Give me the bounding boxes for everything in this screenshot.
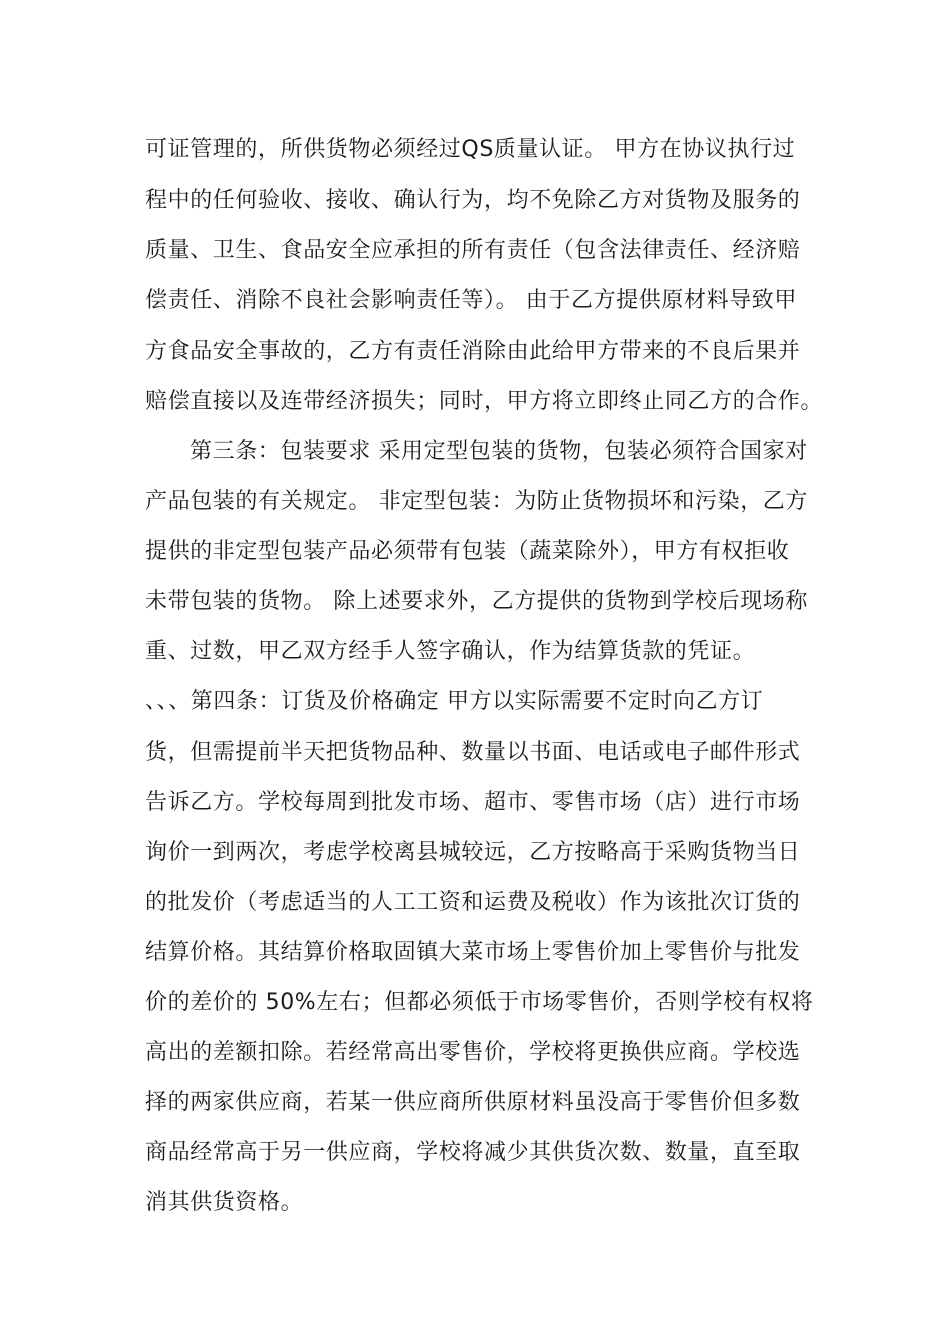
paragraph-line: 提供的非定型包装产品必须带有包装（蔬菜除外），甲方有权拒收	[145, 539, 790, 564]
paragraph-line: 商品经常高于另一供应商，学校将减少其供货次数、数量，直至取	[145, 1140, 801, 1165]
paragraph-line: 告诉乙方。学校每周到批发市场、超市、零售市场（店）进行市场	[145, 790, 801, 815]
paragraph-line: 方食品安全事故的，乙方有责任消除由此给甲方带来的不良后果并	[145, 339, 801, 364]
paragraph-line: 价的差价的 50%左右；但都必须低于市场零售价，否则学校有权将	[145, 990, 814, 1015]
paragraph-line: 质量、卫生、食品安全应承担的所有责任（包含法律责任、经济赔	[145, 238, 801, 263]
paragraph-line: 偿责任、消除不良社会影响责任等）。 由于乙方提供原材料导致甲	[145, 288, 797, 313]
paragraph-line: 择的两家供应商，若某一供应商所供原材料虽没高于零售价但多数	[145, 1090, 801, 1115]
paragraph-line: 消其供货资格。	[145, 1190, 304, 1215]
paragraph-line: 未带包装的货物。 除上述要求外，乙方提供的货物到学校后现场称	[145, 589, 808, 614]
section-heading-line: 第三条：包装要求 采用定型包装的货物，包装必须符合国家对	[190, 439, 808, 464]
paragraph-line: 产品包装的有关规定。 非定型包装：为防止货物损坏和污染，乙方	[145, 489, 808, 514]
paragraph-line: 高出的差额扣除。若经常高出零售价，学校将更换供应商。学校选	[145, 1040, 801, 1065]
paragraph-line: 程中的任何验收、接收、确认行为，均不免除乙方对货物及服务的	[145, 188, 801, 213]
paragraph-line: 询价一到两次，考虑学校离县城较远，乙方按略高于采购货物当日	[145, 840, 801, 865]
paragraph-line: 结算价格。其结算价格取固镇大菜市场上零售价加上零售价与批发	[145, 940, 801, 965]
paragraph-line: 重、过数，甲乙双方经手人签字确认，作为结算货款的凭证。	[145, 639, 756, 664]
paragraph-line: 货，但需提前半天把货物品种、数量以书面、电话或电子邮件形式	[145, 740, 801, 765]
paragraph-line: 可证管理的，所供货物必须经过QS质量认证。 甲方在协议执行过	[145, 137, 796, 162]
paragraph-line: 赔偿直接以及连带经济损失；同时，甲方将立即终止同乙方的合作。	[145, 389, 824, 414]
paragraph-line: 的批发价（考虑适当的人工工资和运费及税收）作为该批次订货的	[145, 890, 801, 915]
section-heading-line: 、、、第四条：订货及价格确定 甲方以实际需要不定时向乙方订	[145, 689, 764, 714]
